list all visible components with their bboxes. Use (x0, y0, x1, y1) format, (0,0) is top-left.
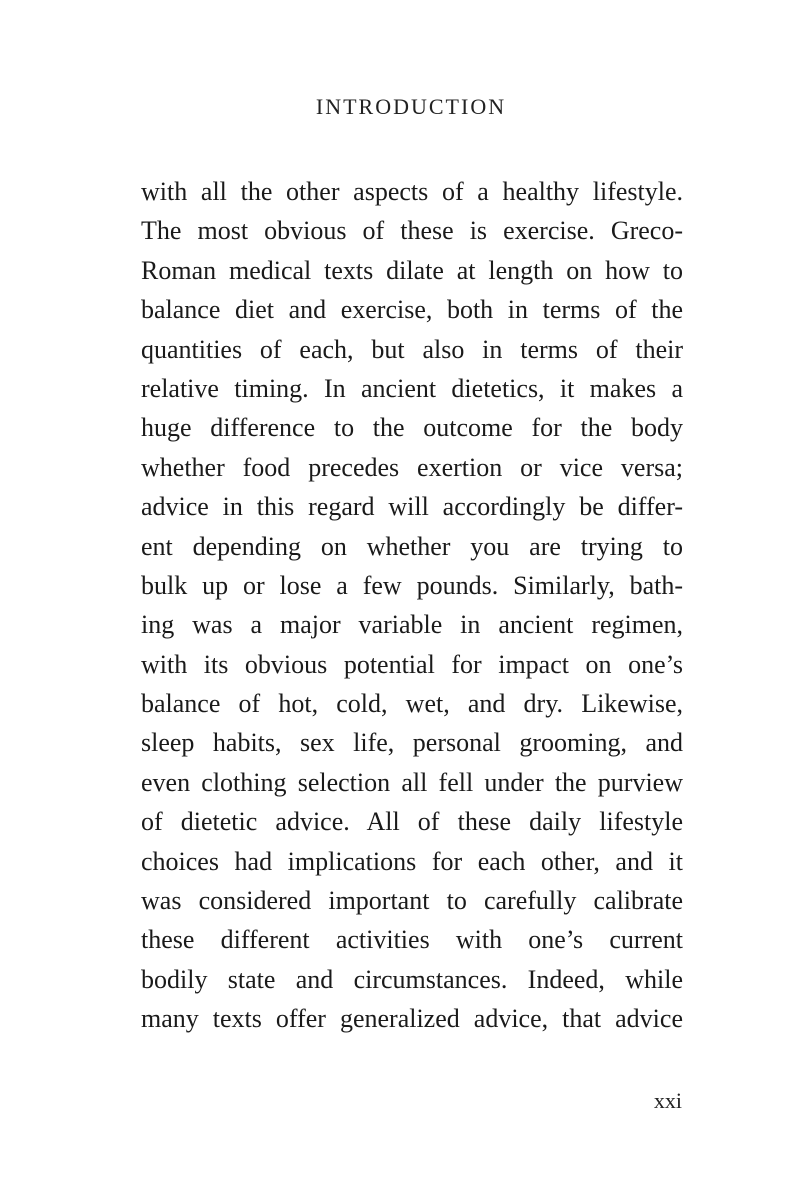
body-paragraph (141, 172, 683, 1039)
text-line: advice in this regard will accordingly be differ- (141, 492, 683, 522)
text-line: even clothing selection all fell under the purview (141, 767, 683, 797)
text-line: whether food precedes exertion or vice versa; (141, 452, 683, 482)
text-line: relative timing. In ancient dietetics, it makes a (141, 373, 683, 403)
page-number: xxi (653, 1088, 682, 1113)
text-line: balance diet and exercise, both in terms of the (141, 295, 683, 325)
text-line: with its obvious potential for impact on one’s (141, 649, 683, 679)
text-line: of dietetic advice. All of these daily lifestyle (141, 807, 683, 837)
running-head: INTRODUCTION (315, 94, 507, 119)
text-line: these different activities with one’s current (141, 925, 683, 955)
text-line: ing was a major variable in ancient regimen, (141, 610, 683, 640)
text-line: sleep habits, sex life, personal grooming, and (141, 728, 683, 758)
text-line: Roman medical texts dilate at length on how to (141, 255, 683, 285)
text-line: huge difference to the outcome for the body (141, 413, 683, 443)
text-line: balance of hot, cold, wet, and dry. Likewise, (141, 689, 683, 719)
text-line: bodily state and circumstances. Indeed, while (141, 964, 683, 994)
text-line: many texts offer generalized advice, that advice (141, 1004, 683, 1034)
text-line: The most obvious of these is exercise. Greco- (141, 216, 683, 246)
text-line: was considered important to carefully calibrate (141, 886, 683, 916)
text-line: choices had implications for each other, and it (141, 846, 683, 876)
text-line: with all the other aspects of a healthy lifestyle. (141, 177, 683, 206)
text-line: bulk up or lose a few pounds. Similarly, bath- (141, 570, 683, 600)
text-line: quantities of each, but also in terms of their (141, 334, 683, 364)
text-line: ent depending on whether you are trying to (141, 531, 683, 561)
